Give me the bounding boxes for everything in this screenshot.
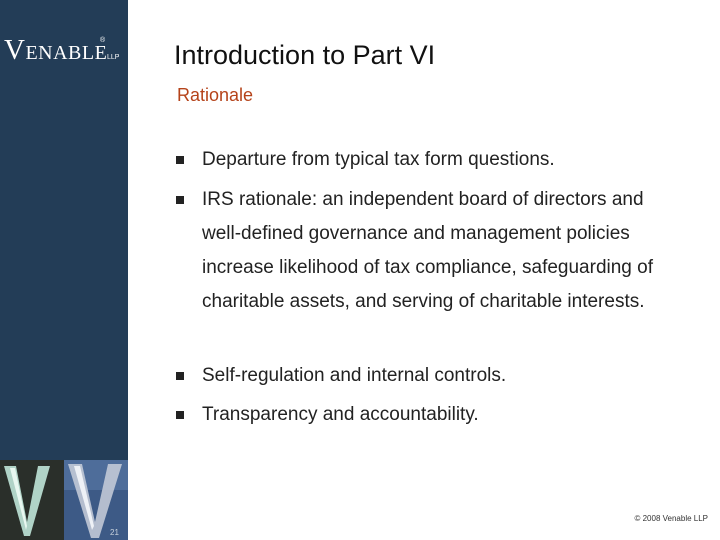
logo-rest: ENABLE [25,42,108,64]
bullet-item [176,398,696,432]
bullet-text: Transparency and accountability. [202,404,479,425]
square-bullet-icon [176,156,184,164]
logo-registered-mark: ® [100,37,106,44]
bullet-item [176,359,696,393]
venable-logo [4,34,126,68]
bullet-text: Departure from typical tax form questions. [202,149,555,170]
square-bullet-icon [176,196,184,204]
bullet-text: Self-regulation and internal controls. [202,365,507,386]
logo-wordmark [4,34,126,67]
slide-subtitle: Rationale [177,85,254,105]
page-number: 21 [110,528,119,537]
slide-title: Introduction to Part VI [174,40,436,70]
bullet-text: IRS rationale: an independent board of directors and well-defined governance and management policies increase likelihood of tax compliance, safeguarding of charitable assets, and serving of charitable interests. [202,189,653,312]
bullet-item [176,143,696,177]
v-emblem-image [0,460,128,540]
bullet-item [176,183,696,319]
sidebar [0,0,128,540]
logo-suffix: LLP [107,54,120,61]
logo-initial: V [4,34,26,66]
square-bullet-icon [176,411,184,419]
square-bullet-icon [176,372,184,380]
copyright-notice: © 2008 Venable LLP [634,514,708,523]
